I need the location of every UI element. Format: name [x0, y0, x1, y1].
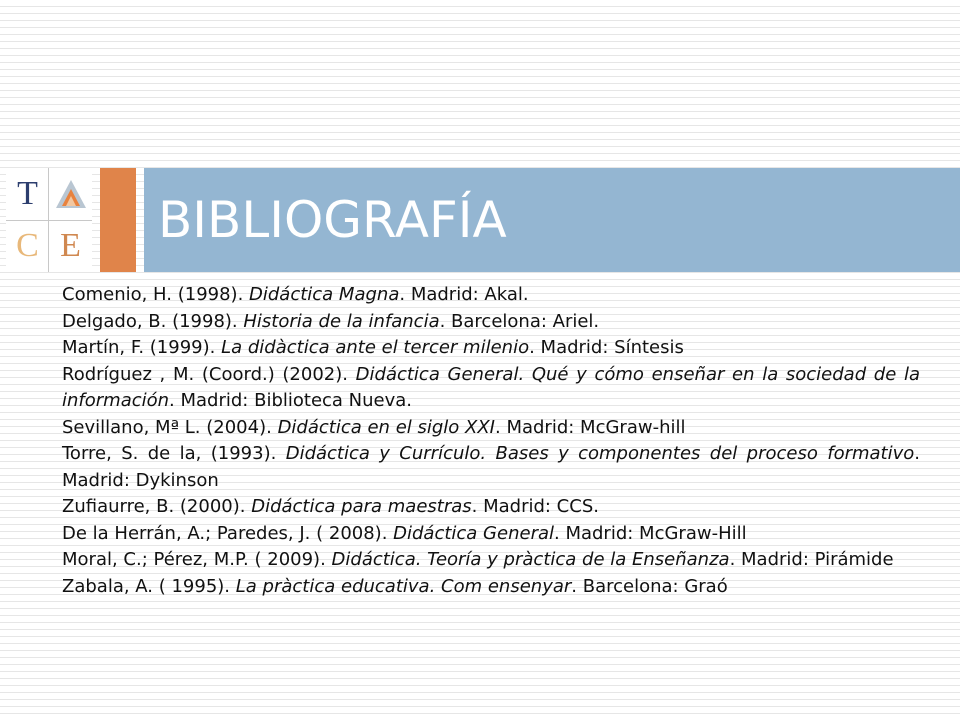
entry-author: De la Herrán, A.; Paredes, J. ( 2008). [62, 522, 394, 544]
logo-letter-c: C [16, 227, 39, 264]
entry-publisher: . Madrid: McGraw-Hill [554, 522, 747, 544]
entry-title: Didáctica para maestras [251, 496, 472, 517]
orange-accent-bar [100, 168, 136, 272]
bibliography-list [62, 282, 920, 600]
entry-author: Moral, C.; Pérez, M.P. ( 2009). [62, 549, 332, 570]
entry-publisher: . Madrid: Dykinson [62, 443, 921, 491]
entry-author: Delgado, B. (1998). [62, 310, 244, 332]
triangle-logo-icon [49, 168, 92, 220]
entry-publisher: . Madrid: Akal. [399, 284, 529, 305]
entry-title: La didàctica ante el tercer milenio [221, 337, 530, 358]
entry-title: Historia de la infancia [243, 310, 440, 332]
logo-letter-e: E [60, 227, 81, 264]
entry-publisher: . Barcelona: Ariel. [439, 310, 600, 332]
bibliography-entry [62, 362, 920, 415]
logo-divider-horizontal [6, 220, 92, 221]
bibliography-entry [62, 415, 920, 442]
entry-title: Didáctica Magna [249, 284, 400, 305]
entry-publisher: . Madrid: Biblioteca Nueva. [169, 390, 413, 411]
entry-title: Didáctica General [393, 522, 554, 544]
title-bar [144, 168, 960, 272]
bibliography-entry [62, 282, 920, 309]
entry-publisher: . Barcelona: Graó [571, 575, 728, 597]
entry-publisher: . Madrid: McGraw-hill [495, 416, 686, 438]
entry-title: Didáctica General. Qué y cómo enseñar en la sociedad de la información [62, 363, 920, 411]
entry-author: Zufiaurre, B. (2000). [62, 496, 252, 517]
entry-author: Martín, F. (1999). [62, 337, 222, 358]
logo-letter-t: T [17, 175, 38, 212]
bibliography-entry [62, 494, 920, 521]
entry-publisher: . Madrid: CCS. [471, 496, 599, 517]
entry-author: Rodríguez , M. (Coord.) (2002). [62, 363, 356, 385]
entry-author: Torre, S. de la, (1993). [62, 443, 286, 464]
entry-title: La pràctica educativa. Com ensenyar [235, 575, 572, 597]
entry-author: Sevillano, Mª L. (2004). [62, 416, 278, 438]
tce-logo [6, 168, 92, 272]
entry-title: Didáctica. Teoría y pràctica de la Enseñanza [331, 549, 730, 570]
bibliography-entry [62, 335, 920, 362]
bibliography-entry [62, 521, 920, 548]
bibliography-entry [62, 309, 920, 336]
entry-publisher: . Madrid: Síntesis [529, 337, 684, 358]
bibliography-entry [62, 574, 920, 601]
bibliography-entry [62, 441, 920, 494]
entry-author: Comenio, H. (1998). [62, 284, 250, 305]
entry-publisher: . Madrid: Pirámide [729, 549, 894, 570]
entry-title: Didáctica en el siglo XXI [277, 416, 495, 438]
entry-title: Didáctica y Currículo. Bases y componentes del proceso formativo [285, 443, 915, 464]
entry-author: Zabala, A. ( 1995). [62, 575, 236, 597]
page-title: BIBLIOGRAFÍA [158, 191, 507, 249]
bibliography-entry [62, 547, 920, 574]
